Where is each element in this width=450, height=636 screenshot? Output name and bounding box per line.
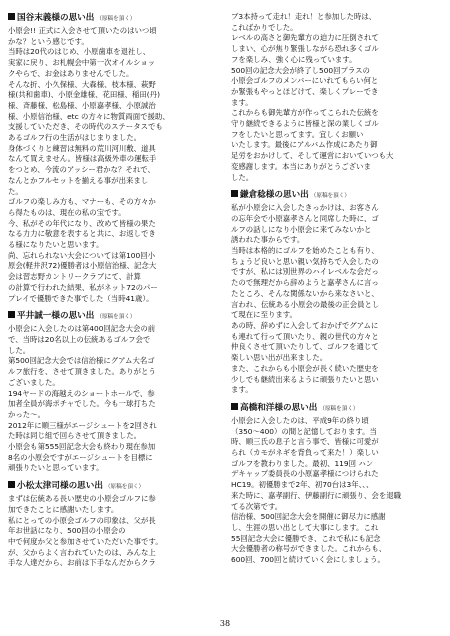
memoir-section-kuniya bbox=[8, 12, 204, 304]
section-heading bbox=[8, 310, 204, 323]
section-note: （原稿を頂く） bbox=[310, 193, 350, 200]
square-bullet-icon bbox=[231, 403, 238, 410]
square-bullet-icon bbox=[8, 13, 15, 20]
memoir-section-takahashi bbox=[231, 402, 427, 566]
section-title: 鎌倉稔様の思い出 bbox=[240, 190, 309, 201]
left-column bbox=[8, 12, 204, 575]
square-bullet-icon bbox=[8, 311, 15, 318]
section-note: （原稿を頂く） bbox=[319, 405, 359, 412]
memoir-section-kamakura bbox=[231, 189, 427, 396]
square-bullet-icon bbox=[8, 481, 15, 488]
page-number: 38 bbox=[219, 619, 231, 628]
section-heading bbox=[231, 402, 427, 415]
section-note: （原稿を頂く） bbox=[96, 314, 136, 321]
section-heading bbox=[231, 189, 427, 202]
section-body: 小原会に入会したのは第400回記念大会の前 で、当時は20名以上の伝統あるゴルフ会で した。 第500回記念大会では信治様にグアム大名ゴ ルフ旅行を、させて頂きました。ありがとう ございました。 194ヤードの海越えのショートホールで、参 加者全員が海ポチャでした。今も一球打ちた かった～。 2012年に順三様がエージシュートを2回され た時は同じ組で回らさせて頂きました。 小原会も第555回記念大会も終わり現在参加 8名の小原会ですがエージシュートを目標に 頑張りたいと思っています。 bbox=[8, 324, 157, 473]
section-body: まずは伝統ある長い歴史の小原会ゴルフに参 加できたことに感謝いたします。 私にとっての小原会ゴルフの印象は、父が長 年お世話になり、500回の小原会の 中で何度か父と参加させていただいた事です。 が、父からよく言われていたのは、みんな上 手な人達だから、お前は下手なんだからクラ bbox=[8, 494, 163, 568]
section-title: 平井誠一様の思い出 bbox=[17, 311, 95, 322]
section-title: 高橋和洋様の思い出 bbox=[240, 402, 318, 413]
section-title: 小松太津司様の思い出 bbox=[17, 481, 103, 492]
section-body: 小原会に入会したのは、平成9年の終り頃 （350～400）の間と記憶しております。当 時、順三氏の息子と言う事で、皆様に可愛が られ（カモがネギを背負って来た！）楽しい ゴルフを教わりました。最初、119回 ハン デキャップ委員長の小原嘉孝様につけられた HC19。初優勝まで2年、初70台は3年、、、 来た時に、嘉孝副行、伊藤副行に頑張り、会を退職 てる次第です。 信治様、500回記念大会を開催に御尽力に感謝 し、生涯の思い出として大事にします。これ 55回記念大会に優勝でき、これで私にも記念 大会優勝者の称号ができました。これからも、 600回、700回と続けていく会にしましょう。 bbox=[231, 415, 401, 565]
right-column bbox=[231, 12, 427, 572]
section-note: （原稿を頂く） bbox=[96, 16, 136, 22]
square-bullet-icon bbox=[231, 190, 238, 197]
section-heading bbox=[8, 480, 204, 493]
memoir-section-hirai bbox=[8, 310, 204, 474]
section-body: 私が小原会に入会したきっかけは、お客さん の忘年会で小原嘉孝さんと同席した時に、ゴ ルフの話しになり小原会に来てみないかと 誘われた事からです。 当時は本格的にゴルフを始めたことも有り、 ちょうど良いと思い親い気持ちで入会したの ですが、私には別世界のハイレベルな会だっ たので無理だから辞めようと嘉孝さんに言っ たところ、そんな関係ないから来なさいと、 言われ、伝統ある小原会の最後の正会員とし て現在に至ります。 あの時、辞めずに入会しておかげでグアムに も連れて行って頂いたり、親の世代の方々と 仲良くさせて頂いたりして、ゴルフを通じて 楽しい思い出が出来ました。 また、これからも小原会が長く続いた歴史を 少しでも継続出来るように頑張りたいと思い ます。 bbox=[231, 203, 380, 395]
memoir-section-komatsu bbox=[8, 480, 204, 569]
memoir-section-komatsu-continued bbox=[231, 12, 427, 183]
section-body: ブ3本持って走れ！走れ！と参加した時は、 こればかりでした。 レベルの高さと御先輩方の迫力に圧倒されて しまい、心が焦り緊張しながら恐れ多くゴル フを楽しみ、強く心に残っています。 500回の記念大会が終了し500回プラスの 小原会ゴルフのメンバーにいれてもらい何と か緊張もやっとほどけて、楽しくプレーでき ます。 これからも御先輩方が作ってこられた伝統を 守り継続できるように皆様と深の業しくゴル フをしたいと思ってます。宜しくお願い いたします。最後にアルバム作成にあたり御 足労をおかけして、そして運営においていつも大 変感謝します。本当にありがとうございま した。 bbox=[231, 12, 394, 182]
section-body: 小原会!! 正式に入会させて頂いたのはいつ頃 かな？という感じです。 当時は20代のはじめ、小原歯車を退社し、 実家に戻り、お札幌会中第一次オイルショッ クやらで、お金はありませんでした。 そんな折、小久保様、大森様、枝本様、萩野 様(共和歯車)、小原金雄様、花田様、稲田(丹) 様、斉藤様、松島様、小原嘉孝様、小原誠治 様、小原信治様、etc の方々に物質両面で援助、 支援していただき、その時代のステータスでも あるゴルフ行の生活がはじまりました。 身体づくりと練習は無料の荒川河川敷、道具 なんて買えません。皆様は高級外車の運転手 をつとめ、今流のアッシー君かな？それで、 なんとかフルセットを揃える事が出来まし た。 ゴルフの楽しみ方も、マナーも、その方々か ら得たものは、現在の私の宝です。 今、私がその年代になり、改めて皆様の果た なる力力に敬意を表すると共に、お返しでき る様になりたいと思います。 尚、忘れられない大会については第100回小 原会(軽井沢72)優勝者は小原信治様、記念大 会は習志野カントリークラブにて、計算 の計算で行われた結果、私がネット72のパー プレイで優勝できた事でした（当時41歳）。 bbox=[8, 26, 170, 303]
section-heading bbox=[8, 12, 204, 25]
section-title: 国谷末義様の思い出 bbox=[17, 13, 95, 23]
section-note: （原稿を頂く） bbox=[104, 484, 145, 491]
